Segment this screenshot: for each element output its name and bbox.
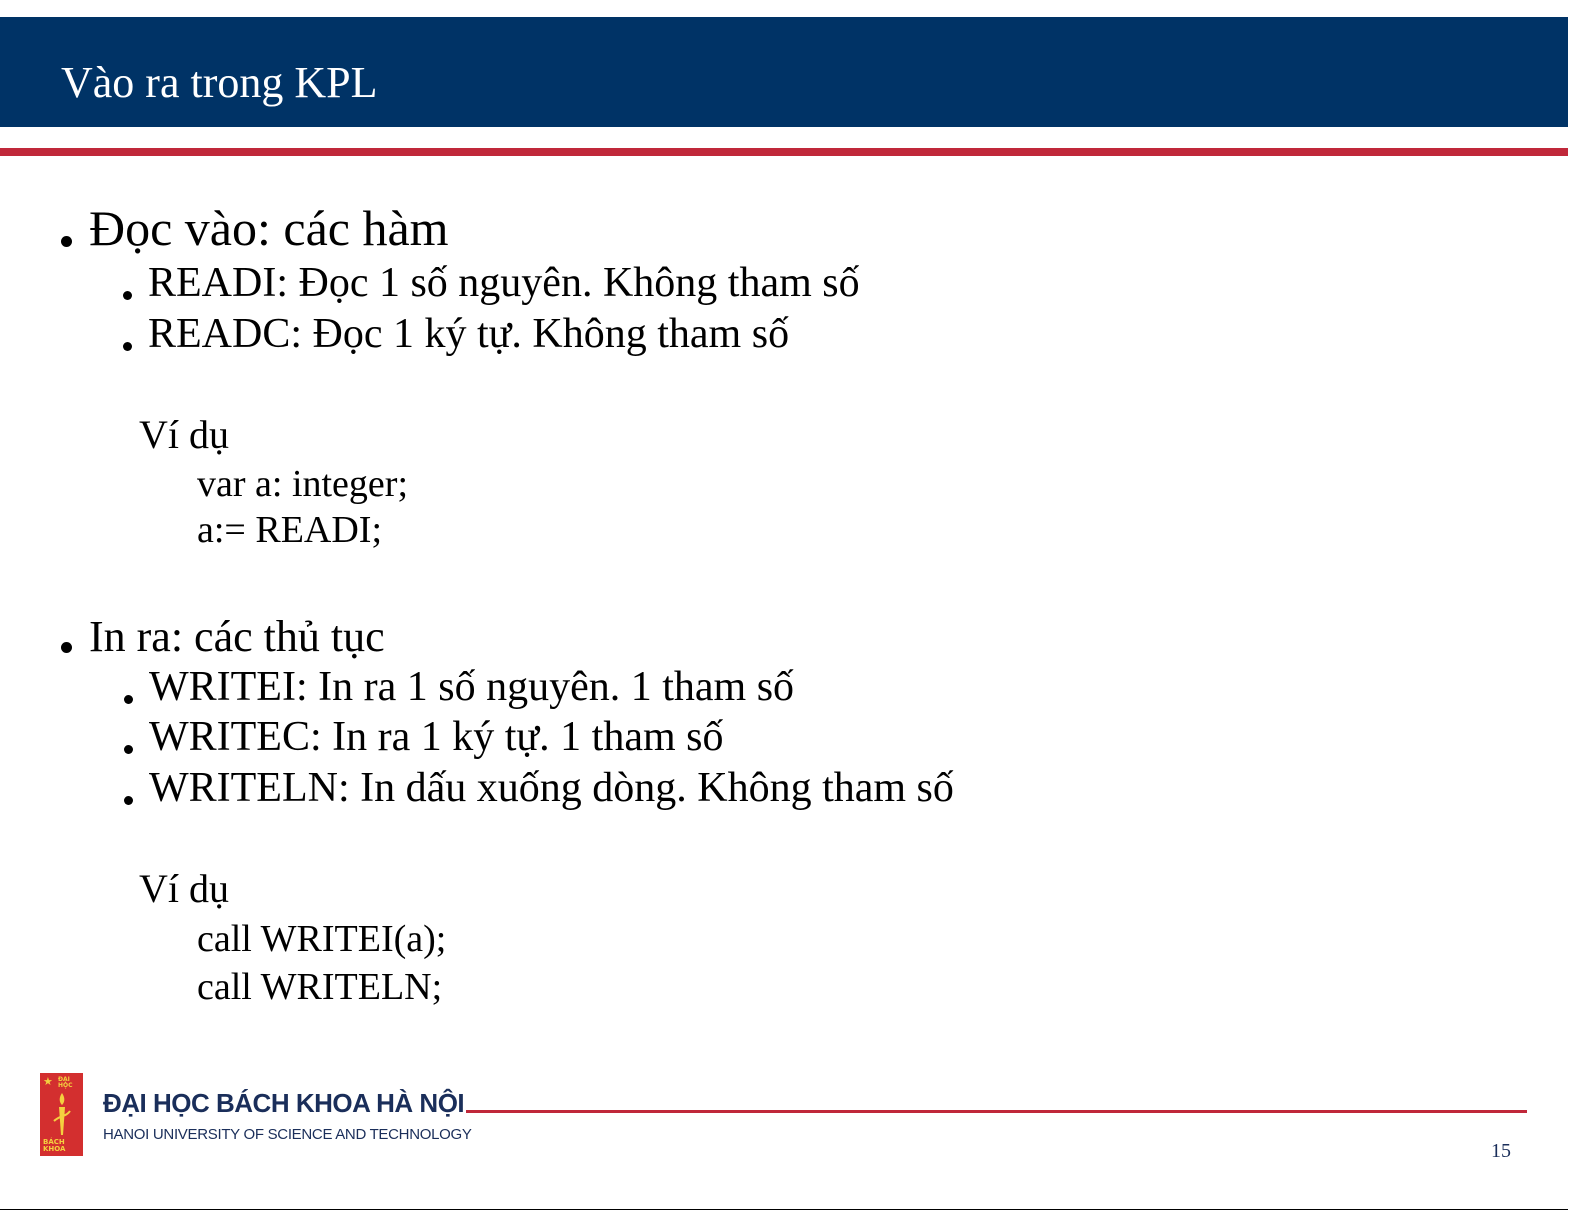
list-item-text: WRITEI: In ra 1 số nguyên. 1 tham số bbox=[149, 664, 795, 710]
university-logo bbox=[40, 1073, 83, 1156]
torch-icon bbox=[52, 1091, 72, 1137]
bullet-icon bbox=[61, 642, 72, 653]
bullet-icon bbox=[61, 236, 72, 247]
list-item bbox=[149, 767, 954, 809]
bullet-icon bbox=[124, 745, 133, 754]
bottom-border bbox=[0, 1209, 1568, 1210]
code-line: a:= READI; bbox=[197, 509, 383, 551]
list-item-text: WRITELN: In dấu xuống dòng. Không tham số bbox=[149, 765, 954, 811]
page-number: 15 bbox=[1491, 1140, 1511, 1162]
list-item-text: READI: Đọc 1 số nguyên. Không tham số bbox=[148, 260, 860, 306]
list-item bbox=[148, 262, 860, 304]
university-name-en: HANOI UNIVERSITY OF SCIENCE AND TECHNOLOGY bbox=[103, 1126, 472, 1143]
example-label: Ví dụ bbox=[139, 866, 229, 911]
output-heading bbox=[89, 612, 385, 661]
list-item-text: WRITEC: In ra 1 ký tự. 1 tham số bbox=[149, 714, 724, 760]
title-bar bbox=[0, 17, 1568, 127]
logo-top-text: ĐẠI HỌC bbox=[58, 1076, 73, 1089]
slide-title: Vào ra trong KPL bbox=[61, 58, 378, 107]
bullet-icon bbox=[124, 695, 133, 704]
input-heading-text: Đọc vào: các hàm bbox=[89, 200, 449, 256]
code-line: var a: integer; bbox=[197, 463, 409, 505]
university-name-vn: ĐẠI HỌC BÁCH KHOA HÀ NỘI bbox=[103, 1088, 465, 1118]
example-label: Ví dụ bbox=[139, 412, 229, 457]
star-icon: ★ bbox=[43, 1075, 53, 1088]
code-line: call WRITEI(a); bbox=[197, 918, 447, 960]
list-item bbox=[148, 313, 789, 355]
input-heading bbox=[89, 200, 449, 256]
footer-divider bbox=[466, 1110, 1527, 1113]
logo-bottom-text: BÁCH KHOA bbox=[43, 1138, 66, 1153]
code-line: call WRITELN; bbox=[197, 966, 443, 1008]
list-item bbox=[149, 716, 724, 758]
bullet-icon bbox=[123, 342, 132, 351]
list-item bbox=[149, 666, 794, 708]
header-divider bbox=[0, 148, 1568, 156]
output-heading-text: In ra: các thủ tục bbox=[89, 612, 385, 661]
bullet-icon bbox=[124, 796, 133, 805]
bullet-icon bbox=[123, 291, 132, 300]
list-item-text: READC: Đọc 1 ký tự. Không tham số bbox=[148, 311, 790, 357]
